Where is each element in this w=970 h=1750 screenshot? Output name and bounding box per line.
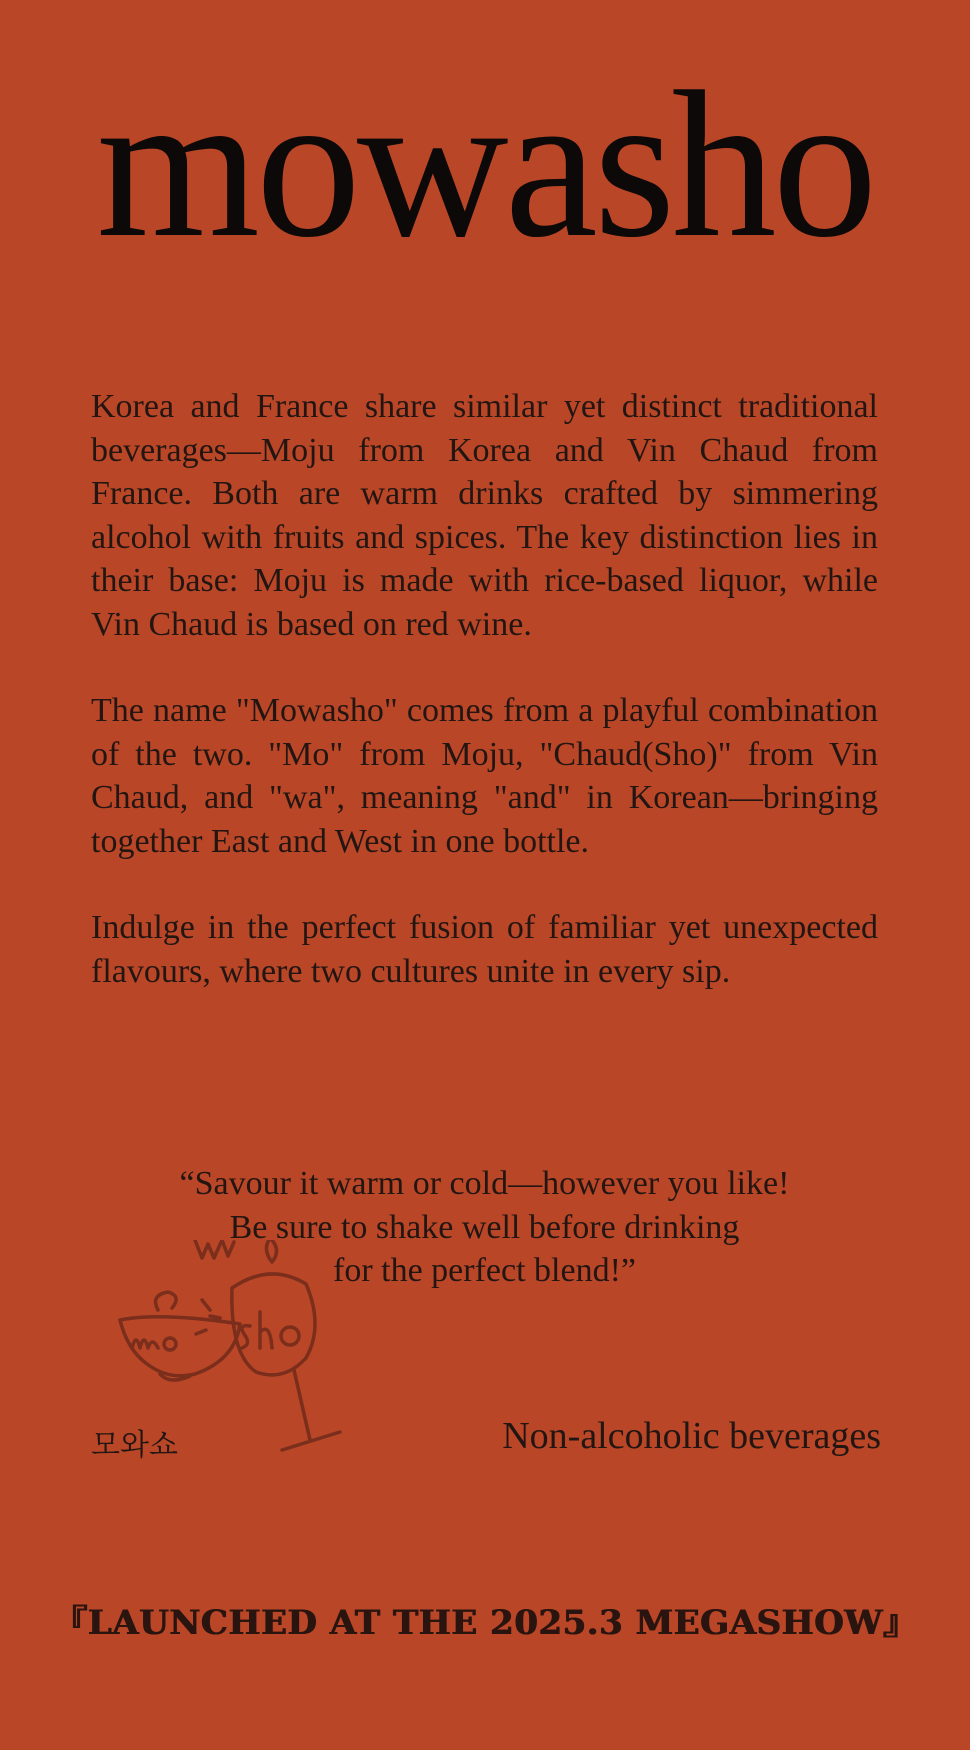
quote-line: for the perfect blend!” [333,1252,636,1289]
paragraph-fusion: Indulge in the perfect fusion of familiar yet unexpected flavours, where two cultures unite in every sip. [91,909,878,990]
description [91,385,878,1036]
sho-letter [260,1312,272,1348]
sho-letter [242,1326,250,1348]
category-label: Non-alcoholic beverages [502,1415,881,1457]
mo-letter [164,1338,176,1350]
mo-letter [132,1340,158,1348]
wa-letter [195,1240,234,1258]
brand-title: mowasho [96,49,874,281]
quote-line: “Savour it warm or cold—however you like! [179,1165,790,1202]
paragraph-name: The name "Mowasho" comes from a playful combination of the two. "Mo" from Moju, "Chaud(Sho)" from Vin Chaud, and "wa", meaning "and" in Korean—bringing together East and West in one bottle. [91,692,878,860]
korean-name: 모와쇼 [91,1428,178,1463]
quote-line: Be sure to shake well before drinking [229,1208,740,1246]
sho-letter [281,1327,299,1345]
paragraph-origin: Korea and France share similar yet distinct traditional beverages—Moju from Korea and Vin Chaud from France. Both are warm drinks crafted by simmering alcohol with fruits and spices. The key distinction lies in their base: Moju is made with rice-based liquor, while Vin Chaud is based on red wine. [91,388,878,643]
launch-banner: 『LAUNCHED AT THE 2025.3 MEGASHOW』 [52,1603,918,1643]
